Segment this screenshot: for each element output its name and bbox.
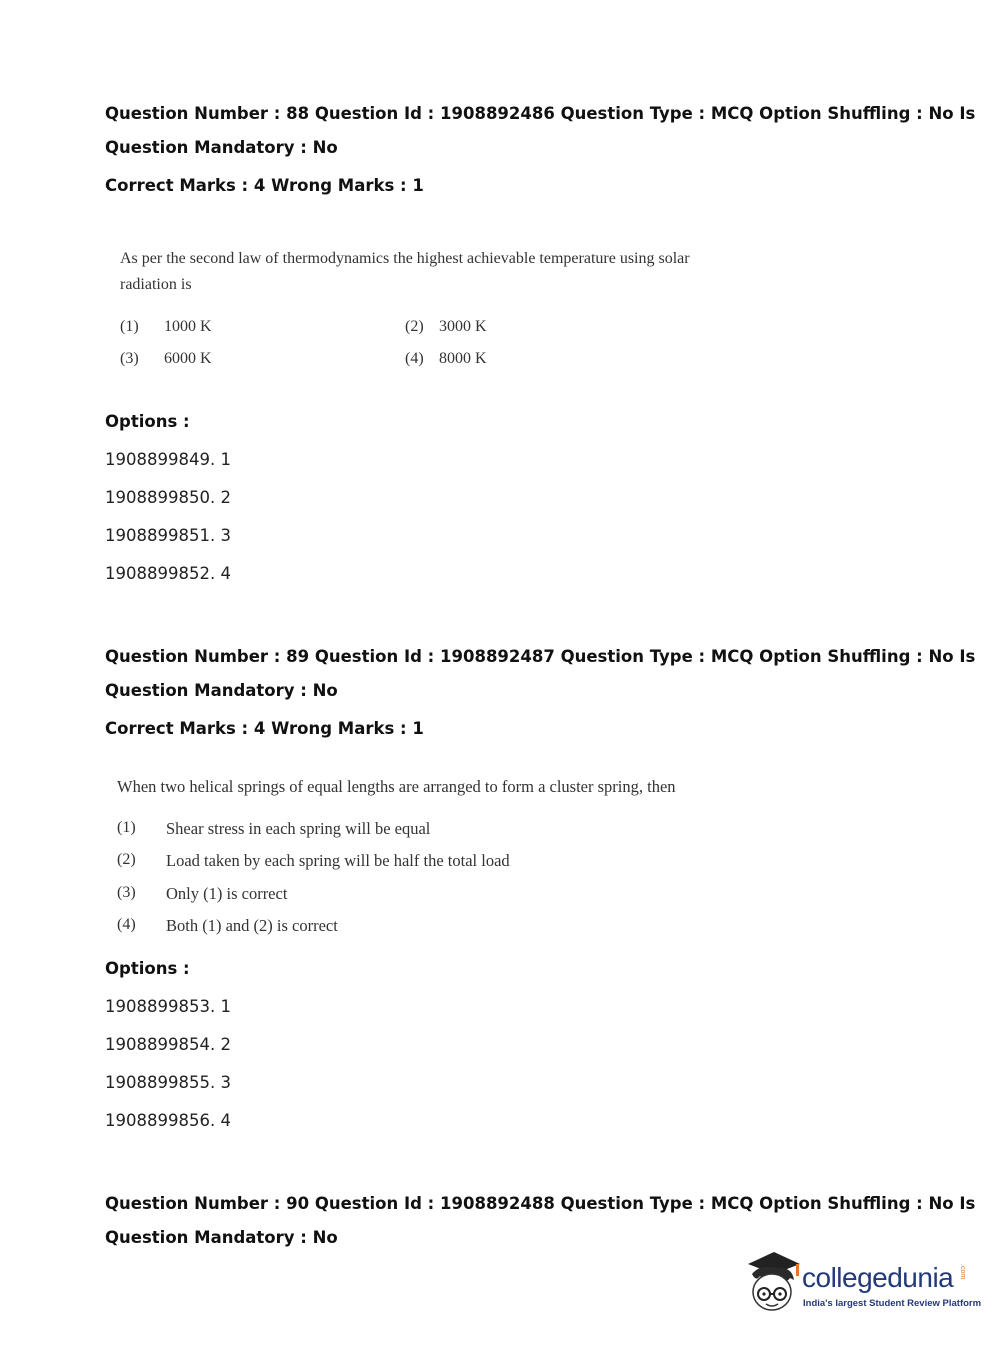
q89-choice-2-num: (2) — [117, 851, 136, 868]
q89-choice-2-text: Load taken by each spring will be half the total load — [166, 851, 510, 870]
q89-options-label: Options : — [105, 959, 190, 978]
q88-choice-3-text: 6000 K — [164, 350, 212, 367]
q89-option-4: 1908899856. 4 — [105, 1111, 231, 1130]
q89-option-3: 1908899855. 3 — [105, 1073, 231, 1092]
collegedunia-logo — [742, 1250, 982, 1320]
q89-stem-line1: When two helical springs of equal lengths are arranged to form a cluster spring, then — [117, 777, 676, 796]
q89-choice-1-text: Shear stress in each spring will be equal — [166, 819, 431, 838]
q88-marks: Correct Marks : 4 Wrong Marks : 1 — [105, 176, 424, 195]
q88-choice-1-num: (1) — [120, 318, 139, 335]
q88-option-1: 1908899849. 1 — [105, 450, 231, 469]
q88-option-4: 1908899852. 4 — [105, 564, 231, 583]
q88-choice-1-text: 1000 K — [164, 318, 212, 335]
q89-choice-4-num: (4) — [117, 916, 136, 933]
q89-choice-3-num: (3) — [117, 884, 136, 901]
brand-tagline: India's largest Student Review Platform — [803, 1298, 982, 1309]
q88-option-2: 1908899850. 2 — [105, 488, 231, 507]
q88-options-label: Options : — [105, 412, 190, 431]
q88-option-3: 1908899851. 3 — [105, 526, 231, 545]
q89-header-line1: Question Number : 89 Question Id : 1908892487 Question Type : MCQ Option Shuffling : No Is — [105, 647, 976, 666]
mascot-icon — [742, 1250, 802, 1320]
q88-stem-line1: As per the second law of thermodynamics the highest achievable temperature using solar — [120, 250, 690, 267]
q88-choice-4-text: 8000 K — [439, 350, 487, 367]
q88-choice-3-num: (3) — [120, 350, 139, 367]
q88-stem-line2: radiation is — [120, 276, 192, 293]
q89-option-2: 1908899854. 2 — [105, 1035, 231, 1054]
q89-option-1: 1908899853. 1 — [105, 997, 231, 1016]
q90-header-line1: Question Number : 90 Question Id : 1908892488 Question Type : MCQ Option Shuffling : No Is — [105, 1194, 976, 1213]
q89-choice-4-text: Both (1) and (2) is correct — [166, 916, 338, 935]
brand-name: collegedunia — [802, 1262, 954, 1293]
q88-choice-2-num: (2) — [405, 318, 424, 335]
q88-header-line2: Question Mandatory : No — [105, 138, 338, 157]
q89-marks: Correct Marks : 4 Wrong Marks : 1 — [105, 719, 424, 738]
q89-choice-1-num: (1) — [117, 819, 136, 836]
q88-choice-4-num: (4) — [405, 350, 424, 367]
q88-choice-2-text: 3000 K — [439, 318, 487, 335]
q90-header-line2: Question Mandatory : No — [105, 1228, 338, 1247]
q88-header-line1: Question Number : 88 Question Id : 1908892486 Question Type : MCQ Option Shuffling : No Is — [105, 104, 976, 123]
brand-domain: .com — [959, 1264, 966, 1280]
q89-header-line2: Question Mandatory : No — [105, 681, 338, 700]
q89-choice-3-text: Only (1) is correct — [166, 884, 288, 903]
